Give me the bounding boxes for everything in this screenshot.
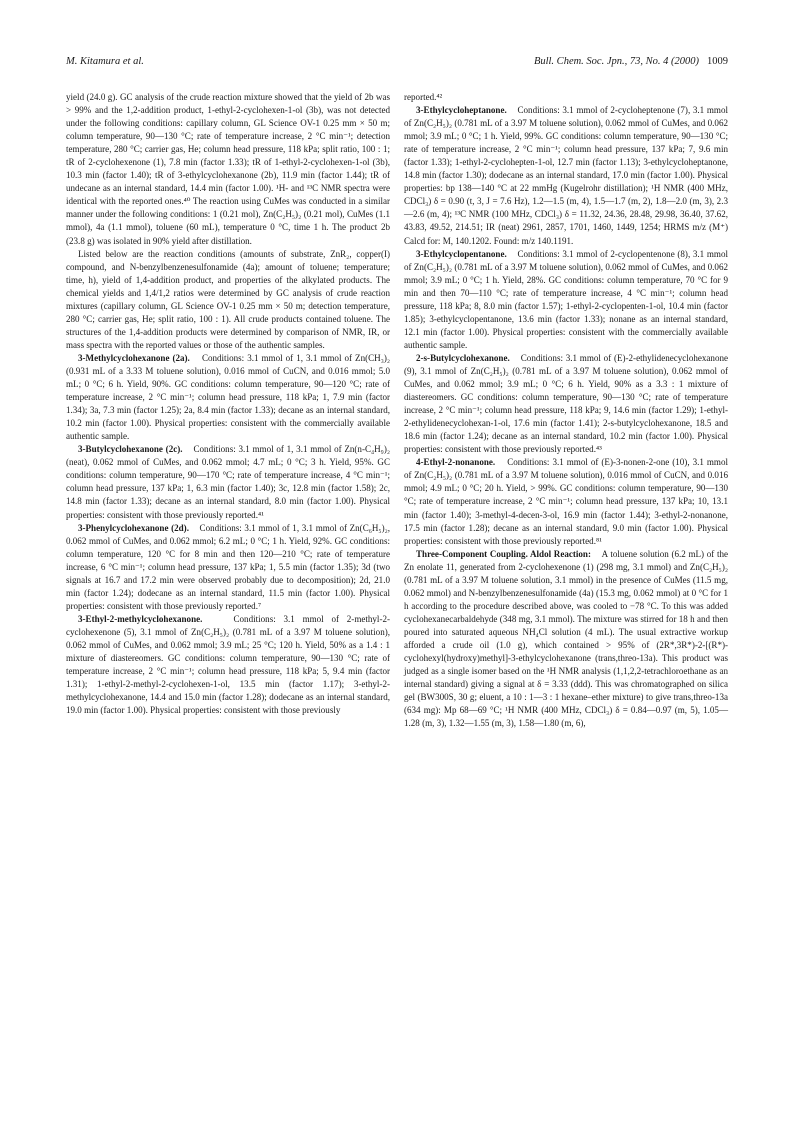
compound-text: Conditions: 3.1 mmol of 1, 3.1 mmol of Zn(C₆H₅)₂, 0.062 mmol of CuMes, and 0.062 mmol; 6.2 mL; 0 °C; 1 h. Yield, 92%. GC conditions: column temperature, 120 °C for 8 min and then 120—210 °C; rate of temperature increase, 6 °C min⁻¹; column head pressure, 137 kPa; 1, 5.5 min (factor 1.35); 3d (two signals at 16.7 and 17.2 min were observed probably due to decomposition); 2d, 21.0 min (factor 1.24); dodecane as an internal standard, 11.5 min (factor 1.00). Physical properties: consistent with those previously reported.⁷ bbox=[66, 522, 390, 611]
compound-entry bbox=[66, 352, 390, 443]
paragraph-text: reported.⁴² bbox=[404, 92, 443, 102]
section-heading: Three-Component Coupling. Aldol Reaction: bbox=[416, 548, 591, 559]
compound-entry bbox=[404, 456, 728, 547]
compound-heading: 3-Butylcyclohexanone (2c). bbox=[78, 444, 183, 455]
compound-heading: 3-Phenylcyclohexanone (2d). bbox=[78, 522, 189, 533]
compound-entry bbox=[66, 613, 390, 717]
compound-text: Conditions: 3.1 mmol of 2-cycloheptenone (7), 3.1 mmol of Zn(C₂H₅)₂ (0.781 mL of a 3.97 M toluene solution), 0.062 mmol of CuMes, and 0.062 mmol; 3.9 mL; 0 °C; 1 h. Yield, 99%. GC conditions: column temperature, 90—130 °C; rate of temperature increase, 2 °C min⁻¹; column head pressure, 137 kPa; 7, 9.6 min (factor 1.33); 1-ethyl-2-cyclohepten-1-ol, 12.7 min (factor 1.13); 3-ethylcycloheptanone, 14.8 min (factor 1.30); dodecane as an internal standard, 17.0 min (factor 1.00). Physical properties: bp 138—140 °C at 22 mmHg (Kugelrohr distillation); ¹H NMR (400 MHz, CDCl₃) δ = 0.90 (t, 3, J = 7.6 Hz), 1.2—1.5 (m, 4), 1.5—1.7 (m, 2), 1.8—2.0 (m, 3), 2.3—2.6 (m, 4); ¹³C NMR (100 MHz, CDCl₃) δ = 11.32, 24.36, 28.48, 29.98, 36.40, 37.62, 43.83, 49.52, 214.51; IR (neat) 2961, 2857, 1701, 1460, 1449, 1254; HRMS m/z (M⁺) Calcd for: M, 140.1202. Found: m/z 140.1191. bbox=[404, 105, 728, 246]
compound-text: Conditions: 3.1 mmol of 2-cyclopentenone (8), 3.1 mmol of Zn(C₂H₅)₂ (0.781 mL of a 3.97 M toluene solution), 0.062 mmol of CuMes, and 0.062 mmol; 3.9 mL; 0 °C; 1 h. Yield, 28%. GC conditions: column temperature, 70 °C for 9 min and then 70—110 °C; rate of temperature increase, 4 °C min⁻¹; column head pressure, 118 kPa; 8, 8.0 min (factor 1.57); 1-ethyl-2-cyclopenten-1-ol, 10.4 min (factor 1.85); 3-ethylcyclopentanone, 13.6 min (factor 1.33); nonane as an internal standard, 12.1 min (factor 1.00). Physical properties: consistent with the commercially available authentic sample. bbox=[404, 248, 728, 350]
compound-entry bbox=[66, 522, 390, 613]
compound-text: Conditions: 3.1 mmol of 2-methyl-2-cyclohexenone (5), 3.1 mmol of Zn(C₂H₅)₂ (0.781 mL of a 3.97 M toluene solution), 0.062 mmol of CuMes, and 0.062 mmol; 3.9 mL; 25 °C; 120 h. Yield, 50% as a 1.4 : 1 mixture of diastereomers. GC conditions: column temperature, 90—130 °C; rate of temperature increase, 2 °C min⁻¹; column head pressure, 118 kPa; 5, 9.4 min (factor 1.31); 1-ethyl-2-methyl-2-cyclohexen-1-ol, 13.5 min (factor 1.17); 3-ethyl-2-methylcyclohexanone, 14.4 and 15.0 min (factor 1.28); dodecane as an internal standard, 19.0 min (factor 1.00). Physical properties: consistent with those previously bbox=[66, 613, 390, 716]
paragraph bbox=[66, 248, 390, 352]
paragraph-text: Listed below are the reaction conditions (amounts of substrate, ZnR₂, copper(I) compound, and N-benzylbenzenesulfonamide (4a); amount of toluene; temperature; time, h), yield of 1,4-addition product, and properties of the alkylated products. The chemical yields and 1,4/1,2 ratios were determined by GC analysis of crude reaction mixtures (capillary column, GL Science OV-1 0.25 mm × 50 m; detection temperature, 280 °C; carrier gas, He; split ratio, 100 : 1). All crude products contained toluene. The structures of the 1,4-addition products were determined by comparison of NMR, IR, or mass spectra with the reported values or those of the authentic samples. bbox=[66, 248, 390, 350]
compound-heading: 2-s-Butylcyclohexanone. bbox=[416, 352, 510, 363]
compound-heading: 3-Ethylcycloheptanone. bbox=[416, 105, 507, 116]
compound-text: Conditions: 3.1 mmol of 1, 3.1 mmol of Zn(CH₃)₂ (0.931 mL of a 3.33 M toluene solution), 0.016 mmol of CuCN, and 0.016 mmol; 5.0 mL; 0 °C; 6 h. Yield, 90%. GC conditions: column temperature, 90—120 °C; rate of temperature increase, 2 °C min⁻¹; column head pressure, 118 kPa; 1, 7.9 min (factor 1.34); 3a, 7.3 min (factor 1.25); 2a, 8.4 min (factor 1.33); decane as an internal standard, 10.2 min (factor 1.00). Physical properties: consistent with the commercially available authentic sample. bbox=[66, 352, 391, 442]
compound-text: Conditions: 3.1 mmol of (E)-2-ethylidenecyclohexanone (9), 3.1 mmol of Zn(C₂H₅)₂ (0.781 mL of a 3.97 M toluene solution), 0.062 mmol of CuMes, and 0.062 mmol; 3.9 mL; 0 °C; 6 h. Yield, 90% as a 3.3 : 1 mixture of diastereomers. GC conditions: column temperature, 90—130 °C; rate of temperature increase, 2 °C min⁻¹; column head pressure, 118 kPa; 9, 14.6 min (factor 1.29); 1-ethyl-2-ethylidenecyclohexan-1-ol, 17.6 min (factor 1.41); 2-s-butylcyclohexanone, 18.5 and 18.6 min (factor 1.24); decane as an internal standard, 10.2 min (factor 1.00). Physical properties: consistent with those previously reported.⁴³ bbox=[404, 352, 729, 455]
right-column bbox=[404, 91, 728, 730]
page-number: 1009 bbox=[707, 56, 728, 67]
header-journal: Bull. Chem. Soc. Jpn., 73, No. 4 (2000) bbox=[533, 56, 699, 67]
paragraph bbox=[404, 91, 728, 104]
compound-heading: 4-Ethyl-2-nonanone. bbox=[416, 457, 496, 468]
compound-heading: 3-Ethylcyclopentanone. bbox=[416, 248, 507, 259]
header-authors: M. Kitamura et al. bbox=[66, 56, 144, 67]
compound-entry bbox=[66, 443, 390, 521]
section-entry bbox=[404, 548, 728, 731]
header-journal-info bbox=[534, 56, 728, 67]
compound-heading: 3-Methylcyclohexanone (2a). bbox=[78, 352, 190, 363]
compound-heading: 3-Ethyl-2-methylcyclohexanone. bbox=[78, 613, 203, 624]
compound-text: Conditions: 3.1 mmol of (E)-3-nonen-2-one (10), 3.1 mmol of Zn(C₂H₅)₂ (0.781 mL of a 3.97 M toluene solution), 0.016 mmol of CuCN, and 0.016 mmol; 4.9 mL; 0 °C; 20 h. Yield, > 99%. GC conditions: column temperature, 90—130 °C; rate of temperature increase, 2 °C min⁻¹; column head pressure, 137 kPa; 10, 13.1 min (factor 1.40); 3-methyl-4-decen-3-ol, 16.9 min (factor 1.44); 3-ethyl-2-nonanone, 17.5 min (factor 1.28); decane as an internal standard, 9.0 min (factor 1.00). Physical properties: consistent with those previously reported.⁸¹ bbox=[404, 457, 729, 546]
compound-entry bbox=[404, 248, 728, 352]
compound-entry bbox=[404, 352, 728, 456]
paragraph bbox=[66, 91, 390, 248]
left-column bbox=[66, 91, 390, 717]
running-header bbox=[66, 56, 728, 72]
compound-entry bbox=[404, 104, 728, 248]
compound-text: Conditions: 3.1 mmol of 1, 3.1 mmol of Zn(n-C₄H₉)₂ (neat), 0.062 mmol of CuMes, and 0.062 mmol; 4.7 mL; 0 °C; 3 h. Yield, 95%. GC conditions: column temperature, 90—170 °C; rate of temperature increase, 4 °C min⁻¹; column head pressure, 137 kPa; 1, 6.3 min (factor 1.40); 3c, 12.8 min (factor 1.58); 2c, 14.8 min (factor 1.33); decane as an internal standard, 8.0 min (factor 1.00). Physical properties: consistent with those previously reported.⁴¹ bbox=[66, 444, 391, 520]
paragraph-text: yield (24.0 g). GC analysis of the crude reaction mixture showed that the yield of 2b was > 99% and the 1,2-addition product, 1-ethyl-2-cyclohexen-1-ol (3b), was not detected under the following conditions: capillary column, GL Science OV-1 0.25 mm × 50 m; column temperature, 90—130 °C; rate of temperature increase, 2 °C min⁻¹; detection temperature, 280 °C; carrier gas, He; column head pressure, 118 kPa; split ratio, 100 : 1; tR of 2-cyclohexenone (1), 7.8 min (factor 1.33); tR of 1-ethyl-2-cyclohexen-1-ol (3b), 10.3 min (factor 1.40); tR of 3-ethylcyclohexanone (2b), 11.9 min (factor 1.44); tR of undecane as an internal standard, 14.4 min (factor 1.00). ¹H- and ¹³C NMR spectra were identical with the reported ones.⁴⁰ The reaction using CuMes was conducted in a similar manner under the following conditions: 1 (0.21 mol), Zn(C₂H₅)₂ (0.21 mol), CuMes (1.1 mmol), 4a (1.1 mmol), toluene (60 mL), temperature 0 °C, time 1 h. The product 2b (23.8 g) was isolated in 90% yield after distillation. bbox=[66, 92, 390, 246]
section-text: A toluene solution (6.2 mL) of the Zn enolate 11, generated from 2-cyclohexenone (1) (298 mg, 3.1 mmol) and Zn(C₂H₅)₂ (0.781 mL of a 3.97 M toluene solution, 3.1 mmol) in the presence of CuMes (11.5 mg, 0.062 mmol) and N-benzylbenzenesulfonamide (4a) (15.3 mg, 0.062 mmol) at 0 °C for 1 h according to the procedure described above, was cooled to −78 °C. To this was added cyclohexanecarbaldehyde (348 mg, 3.1 mmol). The mixture was stirred for 18 h and then poured into saturated aqueous NH₄Cl solution (4 mL). The usual extractive workup afforded a crude oil (1.0 g), which contained > 95% of (2R*,3R*)-2-[(R*)-cyclohexyl(hydroxy)methyl]-3-ethylcyclohexanone (trans,threo-13a). This product was judged as a single isomer based on the ¹H NMR analysis (1,1,2,2-tetrachloroethane as an internal standard) giving a signal at δ = 3.33 (ddd). This was chromatographed on silica gel (BW300S, 30 g; eluent, a 10 : 1—3 : 1 hexane–ether mixture) to give trans,threo-13a (634 mg): Mp 68—69 °C; ¹H NMR (400 MHz, CDCl₃) δ = 0.84—0.97 (m, 5), 1.05—1.28 (m, 3), 1.32—1.55 (m, 3), 1.58—1.80 (m, 6), bbox=[404, 548, 729, 729]
